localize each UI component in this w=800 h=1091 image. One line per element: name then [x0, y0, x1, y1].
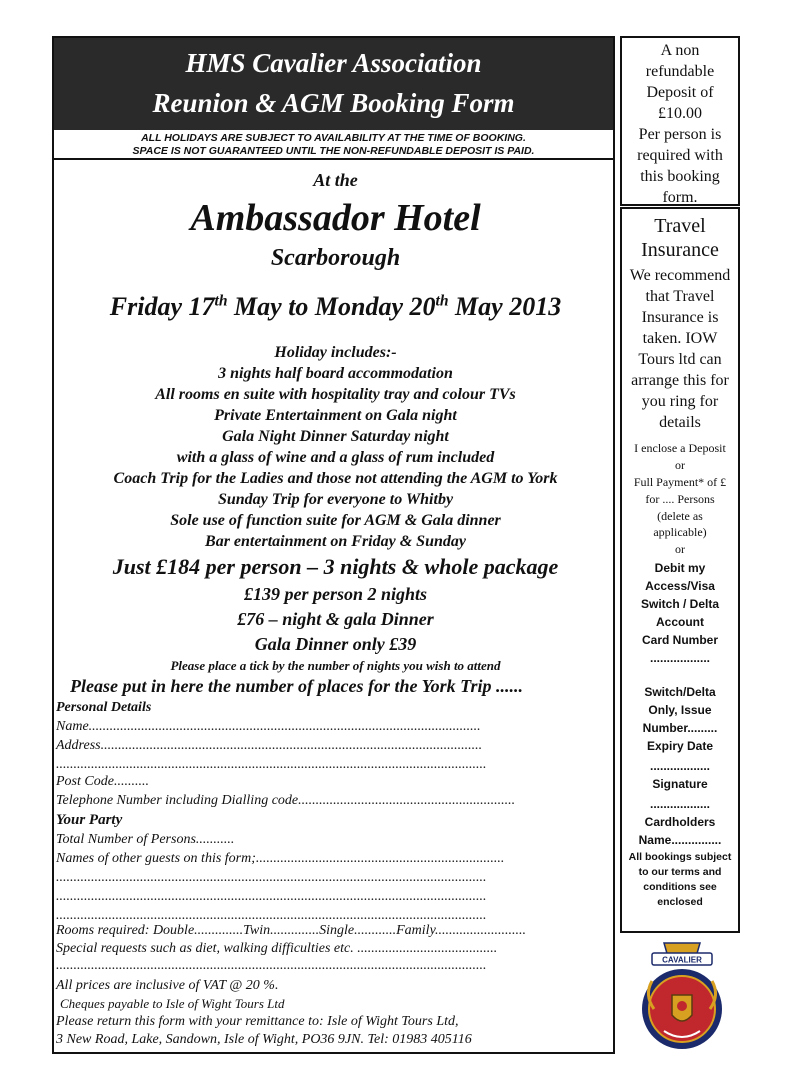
deposit-notice-box — [620, 36, 740, 206]
cavalier-crest-icon — [634, 935, 730, 1053]
payment-option-line: applicable) — [653, 525, 707, 539]
travel-line: Tours ltd can — [638, 351, 722, 368]
cardholders-label: Cardholders — [644, 815, 716, 829]
travel-insurance-title1: Travel — [654, 215, 706, 237]
guest-line-field[interactable]: ........................................................................................................................... — [56, 889, 487, 904]
travel-line: taken. IOW — [642, 330, 718, 347]
cardholders-name-field[interactable]: Name............... — [638, 833, 722, 847]
include-item: Coach Trip for the Ladies and those not attending the AGM to York — [113, 470, 558, 487]
post-code-field[interactable]: Post Code.......... — [56, 774, 149, 789]
vat-note: All prices are inclusive of VAT @ 20 %. — [56, 978, 279, 993]
include-item: 3 nights half board accommodation — [218, 365, 453, 382]
dates-sup1: th — [214, 292, 228, 310]
deposit-line: Per person is — [638, 126, 722, 143]
debit-line: Card Number — [641, 633, 718, 647]
hotel-name: Ambassador Hotel — [190, 197, 481, 239]
one-night-price: £76 – night & gala Dinner — [237, 609, 434, 629]
main-price: Just £184 per person – 3 nights & whole package — [112, 554, 559, 579]
deposit-line: required with — [637, 147, 723, 164]
card-number-field[interactable]: .................. — [649, 651, 710, 665]
deposit-line: refundable — [645, 63, 715, 80]
your-party-heading: Your Party — [56, 812, 123, 828]
travel-line: arrange this for — [631, 372, 729, 389]
event-dates — [54, 292, 617, 322]
name-field[interactable]: Name................................................................................................................ — [56, 719, 481, 734]
other-guests-field[interactable]: Names of other guests on this form;....................................................................... — [56, 851, 505, 866]
payment-option-line: or — [675, 458, 685, 472]
travel-line: that Travel — [645, 288, 715, 305]
include-item: Gala Night Dinner Saturday night — [222, 428, 449, 445]
expiry-date-label: Expiry Date — [646, 739, 714, 753]
debit-line: Debit my — [654, 561, 706, 575]
payment-option-line: (delete as — [657, 509, 703, 523]
travel-line: We recommend — [629, 267, 731, 284]
switch-line: Switch/Delta — [644, 685, 716, 699]
deposit-line: Deposit of — [646, 84, 714, 101]
form-title-line1: HMS Cavalier Association — [185, 48, 482, 78]
total-persons-field[interactable]: Total Number of Persons........... — [56, 832, 235, 847]
include-item: All rooms en suite with hospitality tray and colour TVs — [155, 386, 516, 403]
includes-heading: Holiday includes:- — [274, 344, 397, 361]
address-line2-field[interactable]: ........................................................................................................................... — [56, 757, 487, 772]
travel-insurance-title2: Insurance — [641, 239, 719, 261]
two-night-price: £139 per person 2 nights — [243, 584, 428, 604]
debit-line: Switch / Delta — [640, 597, 720, 611]
signature-label: Signature — [652, 777, 708, 791]
deposit-line: £10.00 — [658, 105, 702, 122]
guest-line-field[interactable]: ........................................................................................................................... — [56, 870, 487, 885]
travel-line: you ring for — [641, 393, 719, 410]
deposit-line: A non — [660, 42, 700, 59]
payment-option-line: or — [675, 542, 685, 556]
gala-only-price: Gala Dinner only £39 — [254, 634, 417, 654]
full-payment-field[interactable]: Full Payment* of £ — [633, 475, 727, 489]
include-item: with a glass of wine and a glass of rum included — [176, 449, 495, 466]
payment-details-box — [620, 207, 740, 933]
guest-line-field[interactable]: ........................................................................................................................... — [56, 908, 487, 923]
telephone-field[interactable]: Telephone Number including Dialling code.............................................................. — [56, 793, 516, 808]
expiry-date-field[interactable]: .................. — [649, 759, 710, 773]
personal-details-heading: Personal Details — [56, 700, 152, 715]
include-item: Bar entertainment on Friday & Sunday — [205, 533, 466, 550]
terms-line: conditions see — [643, 881, 717, 893]
address-field[interactable]: Address............................................................................................................. — [56, 738, 483, 753]
cheques-note: Cheques payable to Isle of Wight Tours Ltd — [60, 996, 285, 1011]
return-note: Please return this form with your remittance to: Isle of Wight Tours Ltd, — [56, 1014, 459, 1029]
special-requests-line-field[interactable]: ........................................................................................................................... — [56, 958, 487, 973]
switch-line: Only, Issue — [648, 703, 712, 717]
special-requests-field[interactable]: Special requests such as diet, walking difficulties etc. ........................................ — [56, 941, 498, 956]
at-the-label: At the — [313, 170, 358, 190]
payment-option-line: I enclose a Deposit — [634, 441, 726, 455]
form-title-line2: Reunion & AGM Booking Form — [152, 88, 515, 118]
york-trip-places-field[interactable]: Please put in here the number of places for the York Trip ...... — [70, 676, 524, 696]
crest-label: CAVALIER — [662, 955, 702, 965]
main-form-box — [52, 36, 615, 1054]
include-item: Sunday Trip for everyone to Whitby — [217, 491, 454, 508]
dates-friday: Friday 17 — [109, 292, 215, 321]
town-name: Scarborough — [270, 245, 401, 271]
persons-count-field[interactable]: for .... Persons — [645, 492, 715, 506]
dates-mid: May to Monday 20 — [227, 292, 436, 321]
travel-line: Insurance is — [641, 309, 719, 326]
debit-line: Access/Visa — [645, 579, 715, 593]
deposit-line: this booking — [640, 168, 720, 185]
disclaimer-line2: SPACE IS NOT GUARANTEED UNTIL THE NON-REFUNDABLE DEPOSIT IS PAID. — [132, 145, 535, 157]
dates-end: May 2013 — [448, 292, 562, 321]
signature-field[interactable]: .................. — [649, 797, 710, 811]
return-address: 3 New Road, Lake, Sandown, Isle of Wight, PO36 9JN. Tel: 01983 405116 — [56, 1032, 472, 1047]
rooms-required-field[interactable]: Rooms required: Double..............Twin..............Single............Family.......................... — [56, 923, 527, 938]
dates-sup2: th — [435, 292, 449, 310]
include-item: Sole use of function suite for AGM & Gala dinner — [170, 512, 501, 529]
terms-line: All bookings subject — [628, 851, 732, 863]
tick-note: Please place a tick by the number of nights you wish to attend — [170, 658, 501, 673]
availability-disclaimer — [54, 130, 613, 160]
terms-line: to our terms and — [638, 866, 722, 878]
title-banner — [54, 38, 613, 130]
deposit-line: form. — [662, 189, 698, 206]
debit-line: Account — [656, 615, 704, 629]
terms-line: enclosed — [657, 896, 703, 908]
include-item: Private Entertainment on Gala night — [214, 407, 457, 424]
travel-line: details — [659, 414, 701, 431]
disclaimer-line1: ALL HOLIDAYS ARE SUBJECT TO AVAILABILITY AT THE TIME OF BOOKING. — [141, 132, 526, 144]
issue-number-field[interactable]: Number......... — [642, 721, 718, 735]
